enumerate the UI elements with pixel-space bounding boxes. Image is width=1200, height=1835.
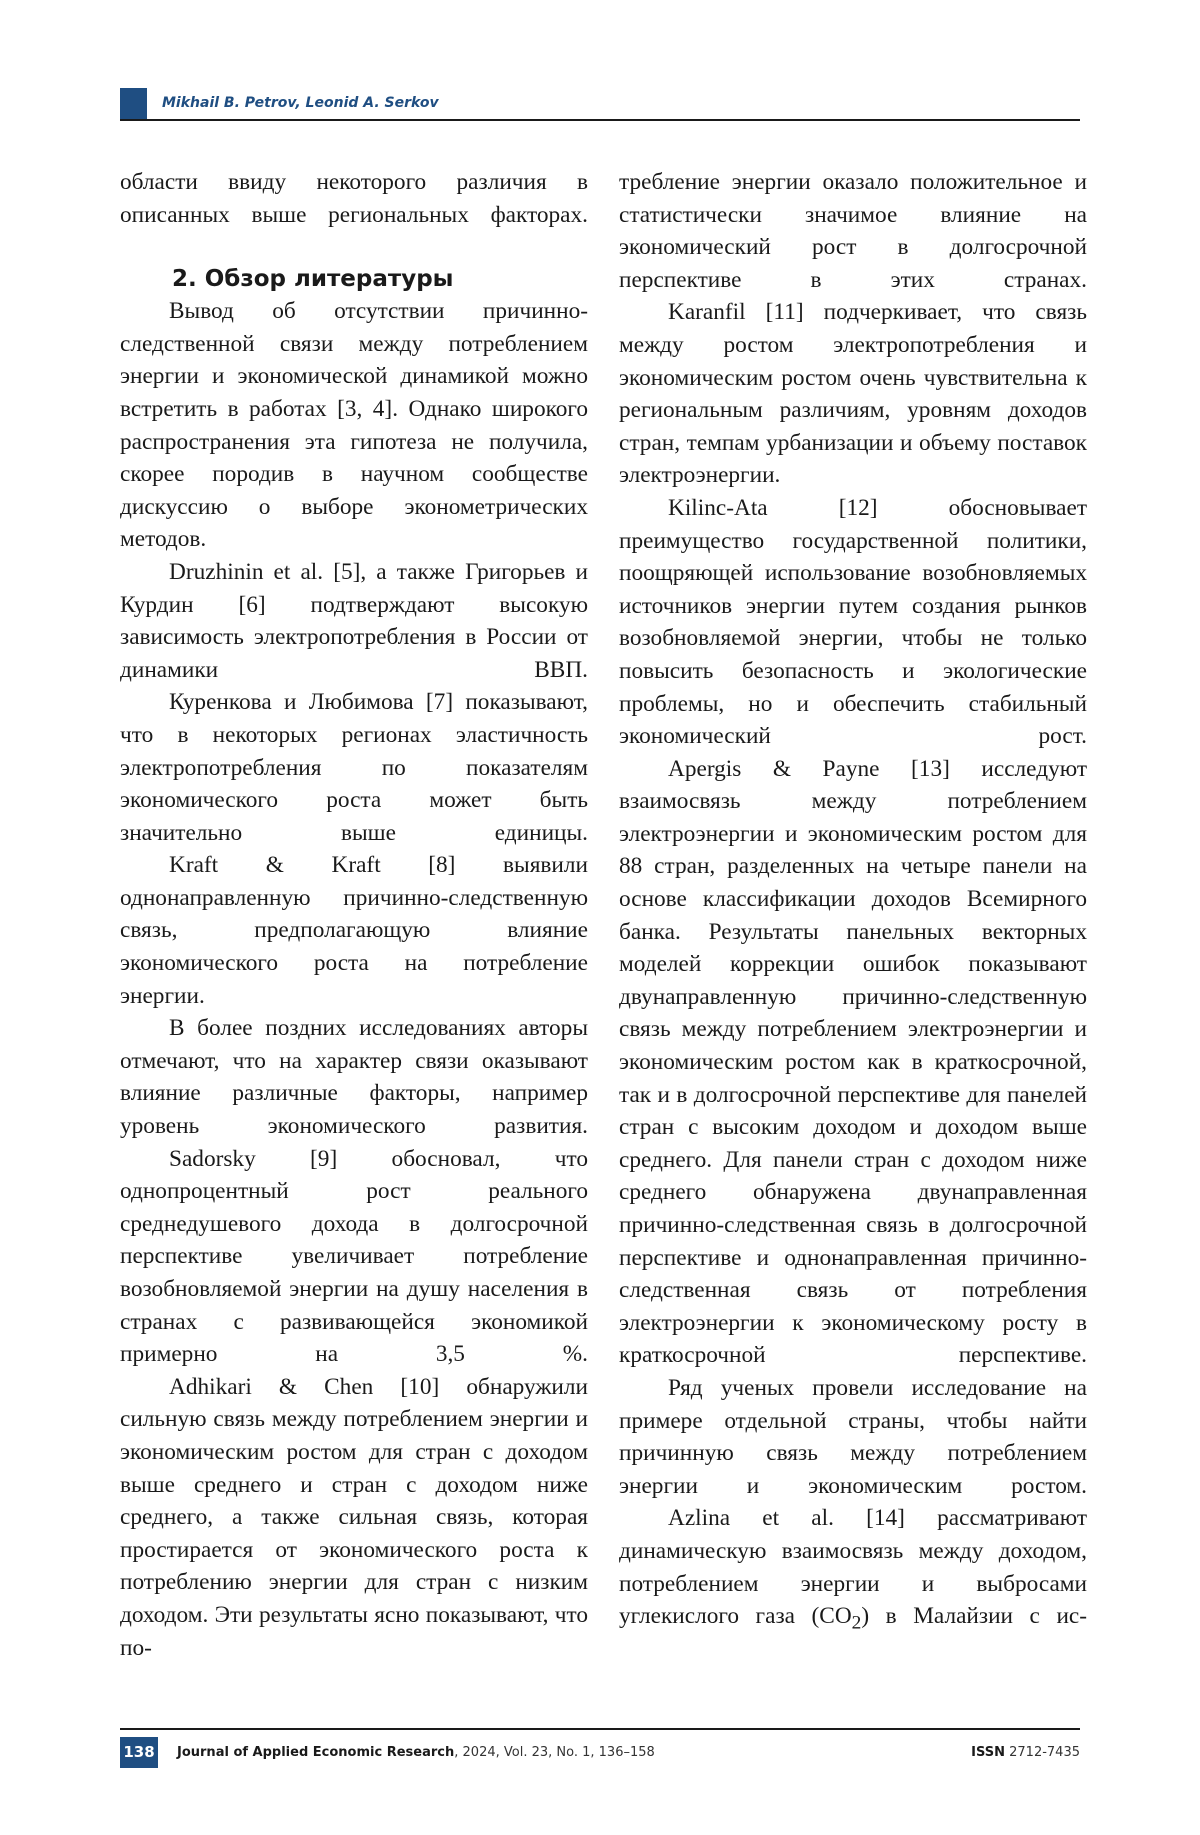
journal-citation	[177, 1745, 655, 1760]
page-number: 138	[120, 1737, 158, 1768]
paragraph: Sadorsky [9] обосновал, что однопроцентный рост реального среднедушевого дохода в долгосрочной перспективе увеличивает потребление возобновляемой энергии на душу населения в странах с развивающейся экономикой примерно на 3,5 %.	[120, 1145, 588, 1368]
header-accent-box	[120, 88, 147, 119]
paragraph: Kraft & Kraft [8] выявили однонаправленную причинно-следственную связь, предполагающую влияние экономического роста на потребление энергии.	[120, 852, 588, 1009]
paragraph: Druzhinin et al. [5], а также Григорьев и Курдин [6] подтверждают высокую зависимость электропотребления в России от динамики ВВП.	[120, 558, 588, 683]
journal-details: , 2024, Vol. 23, No. 1, 136–158	[454, 1745, 655, 1760]
footer-rule	[120, 1728, 1080, 1730]
paragraph: Куренкова и Любимова [7] показывают, что в некоторых регионах эластичность электропотребления по показателям экономического роста может быть значительно выше единицы.	[120, 689, 588, 846]
header-authors: Mikhail B. Petrov, Leonid A. Serkov	[162, 95, 439, 111]
paragraph: Kilinc-Ata [12] обосновывает преимущество государственной политики, поощряющей использование возобновляемых источников энергии путем создания рынков возобновляемой энергии, чтобы не только повысить безопасность и экологические проблемы, но и обеспечить стабильный экономический рост.	[619, 494, 1087, 750]
paragraph: В более поздних исследованиях авторы отмечают, что на характер связи оказывают влияние различные факторы, например уровень экономического развития.	[120, 1015, 588, 1140]
paragraph: требление энергии оказало положительное и статистически значимое влияние на экономический рост в долгосрочной перспективе в этих странах.	[619, 169, 1087, 293]
left-column	[120, 166, 588, 1664]
intro-paragraph: области ввиду некоторого различия в описанных выше региональных факторах.	[120, 169, 588, 228]
final-paragraph-text: Azlina et al. [14] рассматривают динамическую взаимосвязь между доходом, потреблением энергии и выбросами углекислого газа (CO	[619, 1505, 1087, 1630]
right-column	[619, 166, 1087, 1640]
paragraph: Karanfil [11] подчеркивает, что связь между ростом электропотребления и экономическим ростом очень чувствительна к региональным различиям, уровням доходов стран, темпам урбанизации и объему поставок электроэнергии.	[619, 299, 1087, 489]
paragraph: Ряд ученых провели исследование на примере отдельной страны, чтобы найти причинную связь между потреблением энергии и экономическим ростом.	[619, 1374, 1087, 1499]
journal-name: Journal of Applied Economic Research	[177, 1745, 455, 1760]
final-paragraph	[619, 1502, 1087, 1640]
paragraph: Вывод об отсутствии причинно-следственной связи между потреблением энергии и экономической динамикой можно встретить в работах [3, 4]. Однако широкого распространения эта гипотеза не получила, скорее породив в научном сообществе дискуссию о выборе эконометрических методов.	[120, 298, 588, 553]
issn-value: 2712-7435	[1005, 1745, 1080, 1760]
final-paragraph-tail: ) в Малайзии с ис-	[861, 1603, 1088, 1630]
running-header	[120, 88, 1080, 121]
issn	[971, 1745, 1080, 1760]
co2-subscript: 2	[851, 1612, 862, 1634]
paragraph: Apergis & Payne [13] исследуют взаимосвязь между потреблением электроэнергии и экономическим ростом для 88 стран, разделенных на четыре панели на основе классификации доходов Всемирного банка. Результаты панельных векторных моделей коррекции ошибок показывают двунаправленную причинно-следственную связь между потреблением электроэнергии и экономическим ростом как в краткосрочной, так и в долгосрочной перспективе для панелей стран с высоким доходом и доходом выше среднего. Для панели стран с доходом ниже среднего обнаружена двунаправленная причинно-следственная связь в долгосрочной перспективе и однонаправленная причинно-следственная связь от потребления электроэнергии к экономическому росту в краткосрочной перспективе.	[619, 755, 1087, 1369]
page-footer	[120, 1728, 1080, 1768]
issn-label: ISSN	[971, 1745, 1005, 1760]
section-heading: 2. Обзор литературы	[172, 266, 454, 293]
paragraph: Adhikari & Chen [10] обнаружили сильную связь между потреблением энергии и экономическим ростом для стран с доходом выше среднего и стран с доходом ниже среднего, а также сильная связь, которая простирается от экономического роста к потреблению энергии для стран с низким доходом. Эти результаты ясно показывают, что по-	[120, 1373, 588, 1661]
header-rule	[120, 119, 1080, 121]
